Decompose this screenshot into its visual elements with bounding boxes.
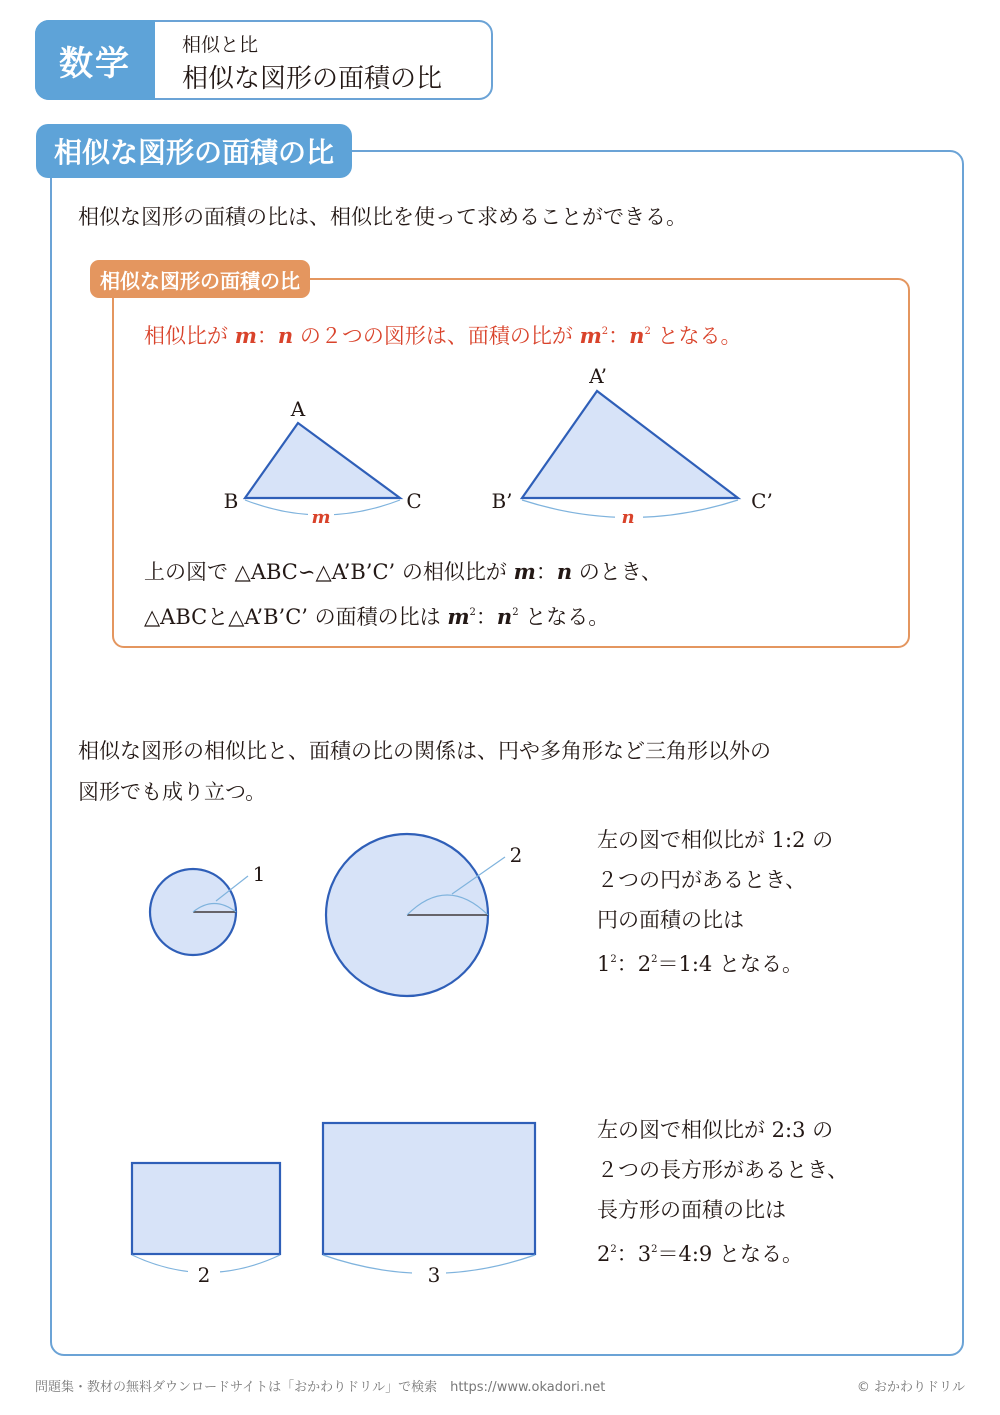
circle-small-radius-label: 1 bbox=[252, 862, 266, 886]
side-n-label: n bbox=[621, 507, 635, 528]
rule-text: の２つの図形は、面積の比が bbox=[293, 324, 580, 348]
other-shapes-line-2: 図形でも成り立つ。 bbox=[78, 780, 267, 804]
formula-result: ＝4:9 となる。 bbox=[657, 1242, 803, 1266]
explain-text: △ABCと△A’B’C’ の面積の比は bbox=[144, 605, 448, 629]
circle-formula bbox=[597, 940, 833, 984]
page-title: 相似な図形の面積の比 bbox=[182, 64, 443, 94]
colon: ： bbox=[608, 324, 630, 348]
var-n: n bbox=[629, 323, 645, 348]
rectangle-explanation bbox=[597, 1110, 848, 1274]
rule-box-title: 相似な図形の面積の比 bbox=[90, 260, 310, 298]
colon: ： bbox=[616, 1242, 638, 1266]
rectangle-large-width-label: 3 bbox=[427, 1263, 441, 1287]
rectangle-large bbox=[323, 1123, 535, 1287]
triangle-a-prime bbox=[491, 364, 772, 530]
explain-text: となる。 bbox=[518, 605, 610, 629]
subject-badge: 数学 bbox=[35, 20, 155, 100]
exponent: 2 bbox=[512, 607, 519, 618]
exponent: 2 bbox=[610, 1244, 617, 1255]
vertex-a-prime-label: A’ bbox=[589, 364, 607, 388]
var-m: m bbox=[234, 323, 257, 348]
circle-large bbox=[326, 834, 522, 996]
section-title: 相似な図形の面積の比 bbox=[36, 124, 352, 178]
other-shapes-line-1: 相似な図形の相似比と、面積の比の関係は、円や多角形など三角形以外の bbox=[78, 739, 771, 763]
var-n: n bbox=[277, 323, 294, 348]
rectangle-text-line: ２つの長方形があるとき、 bbox=[597, 1158, 849, 1182]
rectangle-formula bbox=[597, 1230, 848, 1274]
explain-text: 上の図で △ABC∽△A’B’C’ の相似比が bbox=[144, 560, 514, 584]
vertex-a-label: A bbox=[290, 397, 306, 421]
exponent: 2 bbox=[651, 1244, 658, 1255]
base: 1 bbox=[597, 952, 611, 976]
triangle-abc bbox=[224, 397, 422, 528]
rectangle-small-width-label: 2 bbox=[197, 1263, 211, 1287]
circle-text-line: 円の面積の比は bbox=[597, 908, 744, 932]
colon: ： bbox=[535, 560, 557, 584]
vertex-c-label: C bbox=[406, 489, 422, 513]
base: 2 bbox=[637, 952, 652, 976]
footer-copyright: © おかわりドリル bbox=[856, 1380, 965, 1395]
exponent: 2 bbox=[469, 607, 476, 618]
var-m: m bbox=[579, 323, 602, 348]
colon: ： bbox=[616, 952, 638, 976]
explain-line-2 bbox=[144, 592, 609, 638]
circle-text-line: ２つの円があるとき、 bbox=[597, 868, 807, 892]
vertex-c-prime-label: C’ bbox=[751, 489, 773, 513]
intro-text: 相似な図形の面積の比は、相似比を使って求めることができる。 bbox=[78, 205, 687, 229]
explain-text: のとき、 bbox=[572, 560, 662, 584]
base: 2 bbox=[597, 1242, 611, 1266]
var-m: m bbox=[513, 559, 536, 584]
rectangle-text-line: 左の図で相似比が 2:3 の bbox=[597, 1118, 834, 1142]
circle-large-radius-label: 2 bbox=[509, 843, 523, 867]
circle-explanation bbox=[597, 820, 833, 984]
circle-small bbox=[150, 862, 265, 955]
unit-label: 相似と比 bbox=[182, 34, 259, 56]
rectangle-text-line: 長方形の面積の比は bbox=[597, 1198, 786, 1222]
exponent: 2 bbox=[651, 954, 658, 965]
explain-line-1 bbox=[144, 551, 662, 593]
formula-result: ＝1:4 となる。 bbox=[657, 952, 803, 976]
exponent: 2 bbox=[610, 954, 617, 965]
triangle-abc-prime-shape bbox=[522, 391, 738, 498]
exponent: 2 bbox=[601, 326, 609, 337]
colon: ： bbox=[256, 324, 278, 348]
var-n: n bbox=[556, 559, 573, 584]
footer-left-text: 問題集・教材の無料ダウンロードサイトは「おかわりドリル」で検索 https://www.okadori.net bbox=[35, 1380, 606, 1395]
var-m: m bbox=[447, 604, 470, 629]
triangle-abc-shape bbox=[245, 423, 400, 498]
var-n: n bbox=[496, 604, 513, 629]
rule-text: 相似比が bbox=[144, 324, 235, 348]
exponent: 2 bbox=[644, 326, 651, 337]
circle-text-line: 左の図で相似比が 1:2 の bbox=[597, 828, 834, 852]
vertex-b-prime-label: B’ bbox=[491, 489, 513, 513]
rectangle-large-shape bbox=[323, 1123, 535, 1254]
rectangle-small-shape bbox=[132, 1163, 280, 1254]
rule-text: となる。 bbox=[650, 324, 742, 348]
rectangle-small bbox=[132, 1163, 280, 1287]
base: 3 bbox=[637, 1242, 652, 1266]
vertex-b-label: B bbox=[223, 489, 239, 513]
colon: ： bbox=[475, 605, 497, 629]
side-m-label: m bbox=[311, 507, 331, 528]
